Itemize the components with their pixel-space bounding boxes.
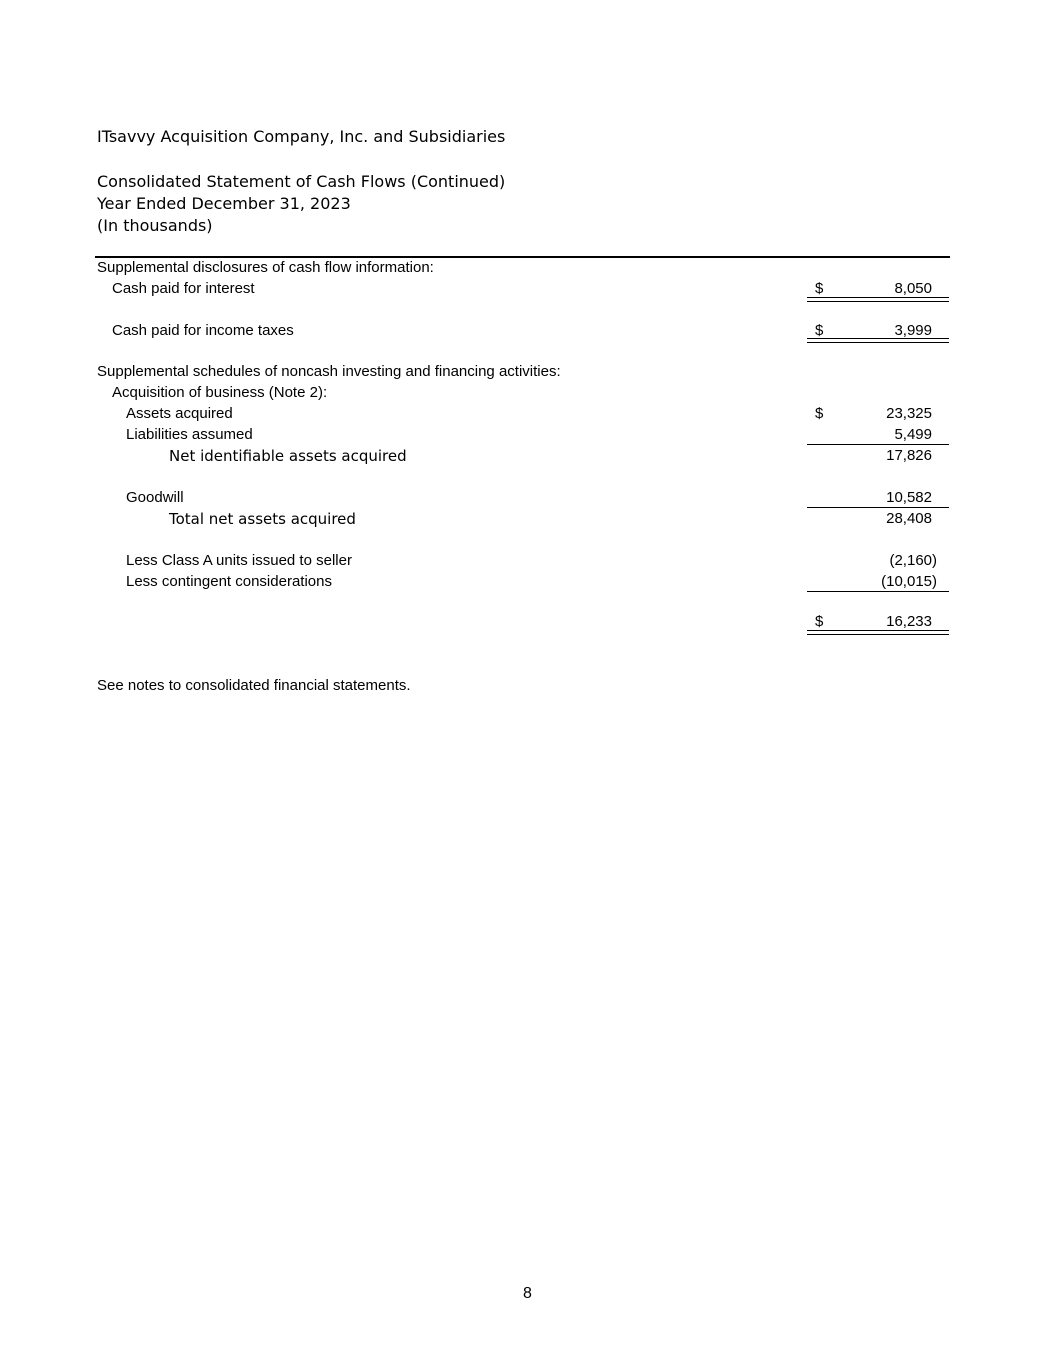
total-net-label: Total net assets acquired — [169, 510, 356, 528]
acquisition-heading: Acquisition of business (Note 2): — [112, 384, 328, 401]
final-dollar-sign: $ — [815, 613, 824, 630]
statement-period: Year Ended December 31, 2023 — [97, 194, 351, 213]
company-name: ITsavvy Acquisition Company, Inc. and Subsidiaries — [97, 127, 506, 146]
net-identifiable-row — [0, 446, 1055, 466]
class-a-value: (2,160) — [889, 552, 937, 569]
net-identifiable-label: Net identifiable assets acquired — [169, 447, 407, 465]
interest-label: Cash paid for interest — [112, 280, 255, 297]
assets-label: Assets acquired — [126, 405, 233, 422]
total-net-row — [0, 509, 1055, 529]
statement-units: (In thousands) — [97, 216, 213, 235]
acquisition-heading-row — [0, 383, 1055, 403]
final-total-row — [0, 612, 1055, 632]
assets-value: 23,325 — [886, 405, 932, 422]
net-identifiable-value: 17,826 — [886, 447, 932, 464]
class-a-row — [0, 551, 1055, 571]
interest-value: 8,050 — [894, 280, 932, 297]
supplemental-disclosures-heading-row — [0, 258, 1055, 278]
contingent-underline — [807, 591, 949, 592]
page-number: 8 — [523, 1285, 532, 1302]
noncash-heading-row — [0, 362, 1055, 382]
liabilities-value: 5,499 — [894, 426, 932, 443]
goodwill-row — [0, 488, 1055, 508]
liabilities-underline — [807, 444, 949, 445]
taxes-double-underline — [807, 338, 949, 343]
interest-row — [0, 279, 1055, 299]
interest-double-underline — [807, 297, 949, 302]
total-net-value: 28,408 — [886, 510, 932, 527]
assets-dollar-sign: $ — [815, 405, 824, 422]
taxes-value: 3,999 — [894, 322, 932, 339]
footnote: See notes to consolidated financial statements. — [97, 677, 411, 694]
assets-row — [0, 404, 1055, 424]
taxes-label: Cash paid for income taxes — [112, 322, 294, 339]
goodwill-underline — [807, 507, 949, 508]
taxes-dollar-sign: $ — [815, 322, 824, 339]
liabilities-row — [0, 425, 1055, 445]
goodwill-value: 10,582 — [886, 489, 932, 506]
contingent-row — [0, 572, 1055, 592]
class-a-label: Less Class A units issued to seller — [126, 552, 352, 569]
contingent-label: Less contingent considerations — [126, 573, 332, 590]
noncash-heading: Supplemental schedules of noncash investing and financing activities: — [97, 363, 561, 380]
liabilities-label: Liabilities assumed — [126, 426, 253, 443]
supplemental-disclosures-heading: Supplemental disclosures of cash flow information: — [97, 259, 434, 276]
goodwill-label: Goodwill — [126, 489, 184, 506]
final-value: 16,233 — [886, 613, 932, 630]
final-double-underline — [807, 630, 949, 635]
contingent-value: (10,015) — [881, 573, 937, 590]
interest-dollar-sign: $ — [815, 280, 824, 297]
statement-title: Consolidated Statement of Cash Flows (Continued) — [97, 172, 506, 191]
